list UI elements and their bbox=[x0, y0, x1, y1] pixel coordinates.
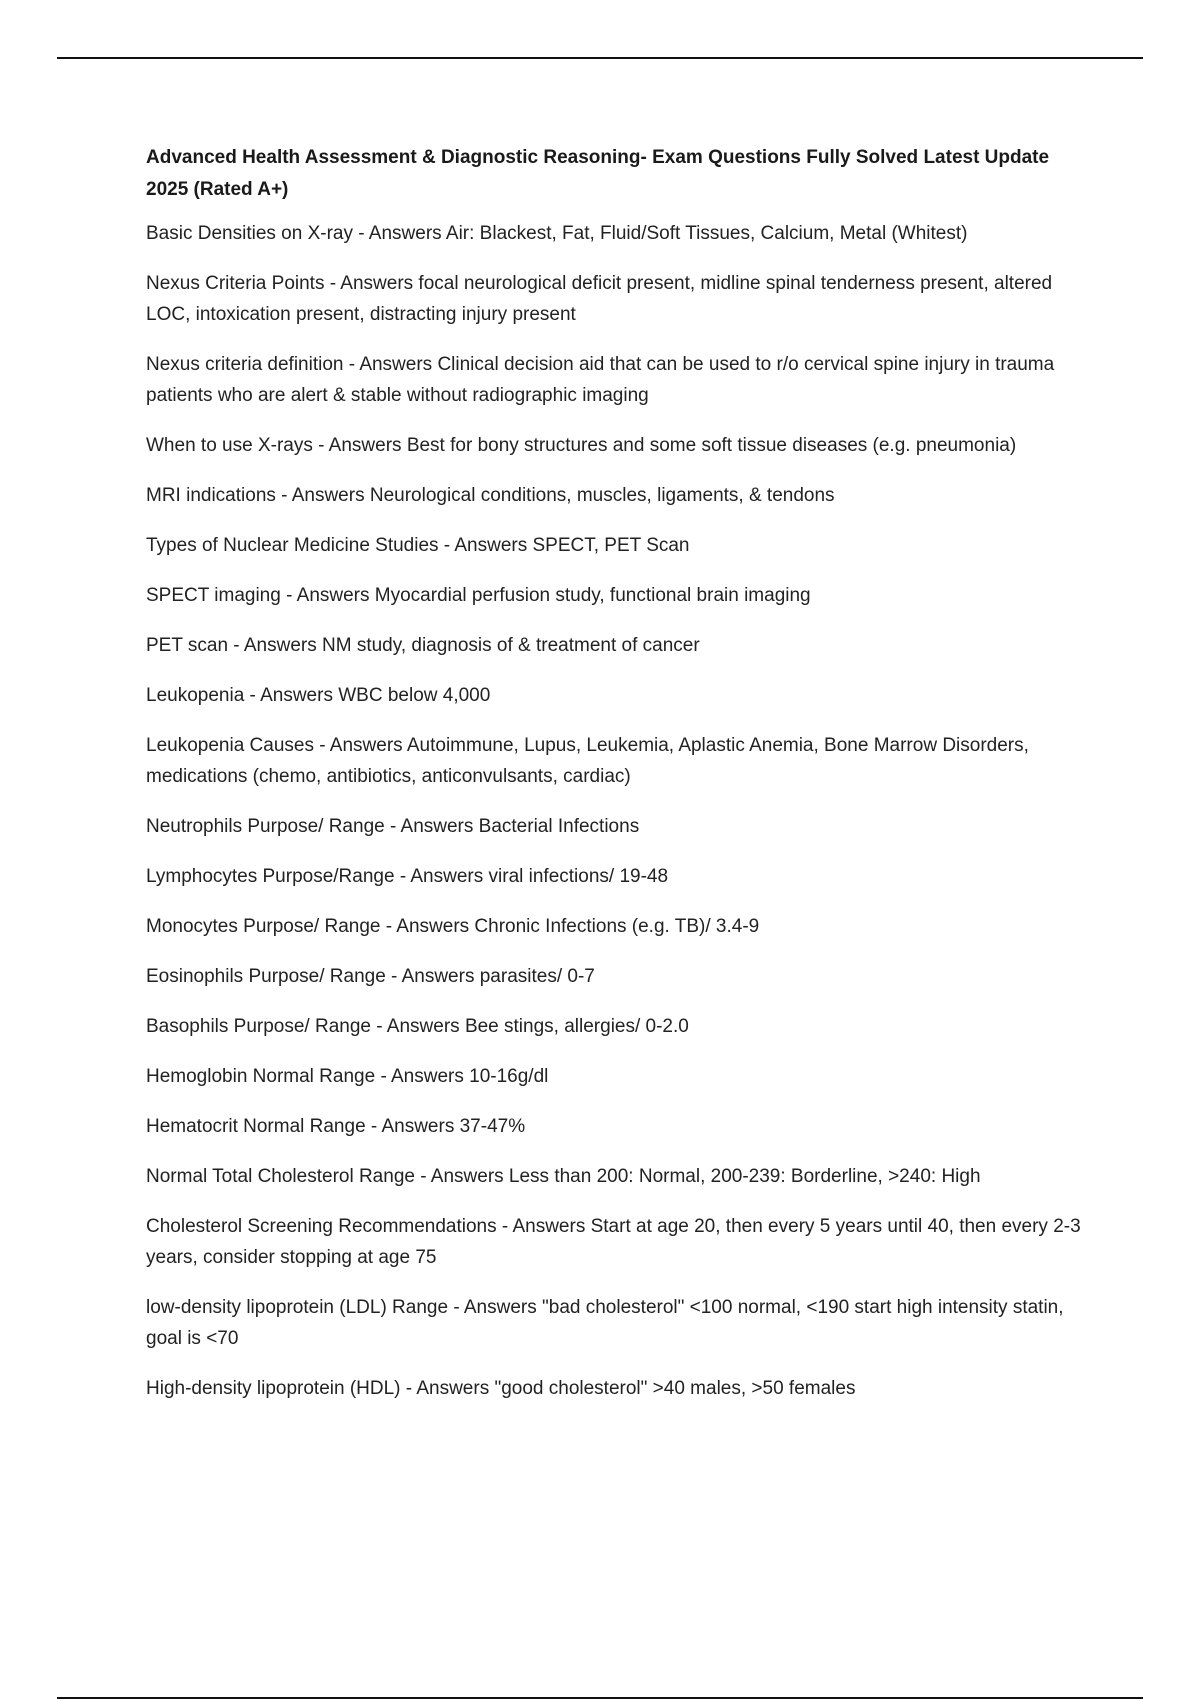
qa-item: Hematocrit Normal Range - Answers 37-47% bbox=[146, 1116, 526, 1137]
qa-item: Normal Total Cholesterol Range - Answers Less than 200: Normal, 200-239: Borderline, >240: High bbox=[146, 1166, 981, 1187]
qa-item: Nexus criteria definition - Answers Clinical decision aid that can be used to r/o cervical spine injury in trauma patients who are alert & stable without radiographic imaging bbox=[146, 354, 1055, 406]
qa-item: Monocytes Purpose/ Range - Answers Chronic Infections (e.g. TB)/ 3.4-9 bbox=[146, 916, 760, 937]
qa-item: Hemoglobin Normal Range - Answers 10-16g/dl bbox=[146, 1066, 549, 1087]
qa-item: High-density lipoprotein (HDL) - Answers "good cholesterol" >40 males, >50 females bbox=[146, 1378, 856, 1399]
document-title: Advanced Health Assessment & Diagnostic Reasoning- Exam Questions Fully Solved Latest Update 2025 (Rated A+) bbox=[146, 147, 1050, 200]
qa-item: Neutrophils Purpose/ Range - Answers Bacterial Infections bbox=[146, 816, 640, 837]
qa-item: SPECT imaging - Answers Myocardial perfusion study, functional brain imaging bbox=[146, 585, 811, 606]
qa-item: MRI indications - Answers Neurological conditions, muscles, ligaments, & tendons bbox=[146, 485, 835, 506]
qa-item: PET scan - Answers NM study, diagnosis of & treatment of cancer bbox=[146, 635, 700, 656]
qa-item: low-density lipoprotein (LDL) Range - Answers "bad cholesterol" <100 normal, <190 start high intensity statin, goal is <70 bbox=[146, 1297, 1064, 1349]
qa-item: Lymphocytes Purpose/Range - Answers viral infections/ 19-48 bbox=[146, 866, 669, 887]
qa-item: Types of Nuclear Medicine Studies - Answers SPECT, PET Scan bbox=[146, 535, 690, 556]
qa-item: When to use X-rays - Answers Best for bony structures and some soft tissue diseases (e.g. pneumonia) bbox=[146, 435, 1017, 456]
qa-item: Basophils Purpose/ Range - Answers Bee stings, allergies/ 0-2.0 bbox=[146, 1016, 689, 1037]
document-body bbox=[146, 142, 1086, 1423]
bottom-rule bbox=[57, 1697, 1143, 1699]
qa-item: Leukopenia - Answers WBC below 4,000 bbox=[146, 685, 491, 706]
qa-item: Basic Densities on X-ray - Answers Air: Blackest, Fat, Fluid/Soft Tissues, Calcium, Metal (Whitest) bbox=[146, 223, 968, 244]
qa-item: Nexus Criteria Points - Answers focal neurological deficit present, midline spinal tenderness present, altered LOC, intoxication present, distracting injury present bbox=[146, 273, 1053, 325]
qa-item: Leukopenia Causes - Answers Autoimmune, Lupus, Leukemia, Aplastic Anemia, Bone Marrow Disorders, medications (chemo, antibiotics, anticonvulsants, cardiac) bbox=[146, 735, 1029, 787]
qa-item: Cholesterol Screening Recommendations - Answers Start at age 20, then every 5 years until 40, then every 2-3 years, consider stopping at age 75 bbox=[146, 1216, 1081, 1268]
qa-item: Eosinophils Purpose/ Range - Answers parasites/ 0-7 bbox=[146, 966, 595, 987]
top-rule bbox=[57, 57, 1143, 59]
qa-list bbox=[146, 218, 1086, 1404]
